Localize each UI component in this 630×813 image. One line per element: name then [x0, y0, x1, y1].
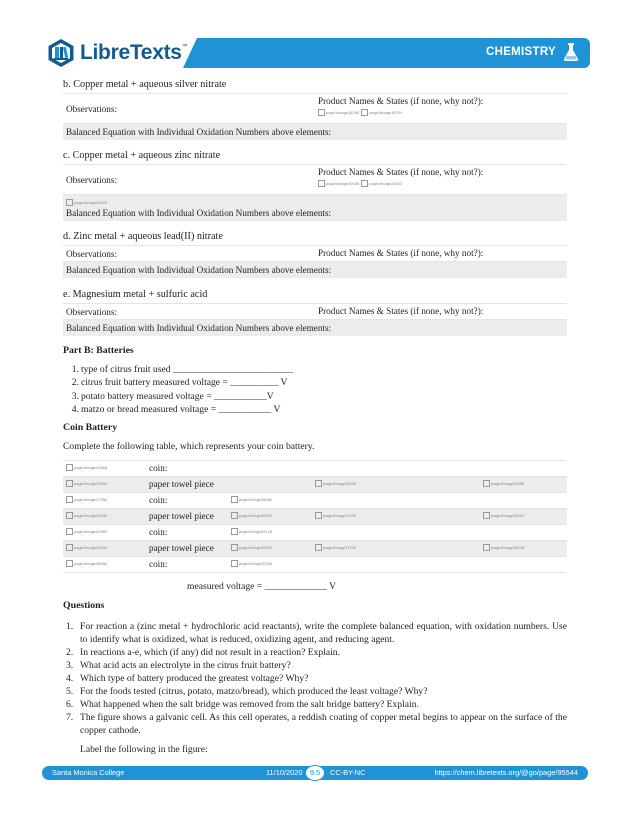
list-item: 2. citrus fruit battery measured voltage = __________ V	[71, 377, 288, 389]
product-names-label: Product Names & States (if none, why not?):	[318, 96, 484, 106]
observations-label: Observations:	[66, 103, 118, 114]
observations-label: Observations:	[66, 248, 118, 259]
balanced-equation-label: Balanced Equation with Individual Oxidation Numbers above elements:	[63, 261, 567, 278]
measured-voltage-line: measured voltage = _____________ V	[187, 580, 337, 592]
product-names-cell	[315, 165, 567, 194]
list-item: 4. Which type of battery produced the greatest voltage? Why?	[66, 672, 309, 684]
list-item: 1. For reaction a (zinc metal + hydrochloric acid reactants), write the complete balanced equation, with oxidation numbers. Use to identify what is oxidized, what is reduced, oxidizing agent, and reducing agent.	[66, 620, 567, 645]
footer-license[interactable]: CC-BY-NC	[330, 768, 366, 777]
image-placeholder: page1image26920	[66, 199, 107, 206]
logo-text: LibreTexts	[80, 41, 182, 64]
footer-college: Santa Monica College	[52, 768, 125, 777]
list-item: 1. type of citrus fruit used _________________________	[71, 364, 293, 375]
libretexts-logo[interactable]	[46, 36, 188, 70]
balanced-equation-label: Balanced Equation with Individual Oxidation Numbers above elements:	[66, 208, 332, 218]
footer-url-link[interactable]: https://chem.libretexts.org/@go/page/95544	[434, 768, 578, 777]
coin-battery-intro: Complete the following table, which represents your coin battery.	[63, 440, 315, 452]
list-item: 2. In reactions a-e, which (if any) did not result in a reaction? Explain.	[66, 646, 341, 658]
page-number-badge: 9.5	[305, 765, 325, 781]
coin-battery-table	[63, 460, 567, 573]
questions-heading: Questions	[63, 599, 105, 611]
product-names-label: Product Names & States (if none, why not?):	[318, 167, 484, 177]
part-b-heading: Part B: Batteries	[63, 345, 134, 356]
worksheet-content	[63, 72, 567, 755]
image-placeholder: page1image18280	[318, 109, 359, 116]
product-names-label: Product Names & States (if none, why not?):	[318, 248, 484, 258]
list-item: 5. For the foods tested (citrus, potato, matzo/bread), which produced the least voltage? Why?	[66, 685, 428, 697]
logo-trademark: ™	[181, 44, 188, 50]
page-header	[40, 36, 590, 70]
list-item: 7. The figure shows a galvanic cell. As this cell operates, a reddish coating of copper metal begins to appear on the surface of the copper cathode.	[66, 711, 567, 736]
product-names-label: Product Names & States (if none, why not?):	[318, 306, 484, 316]
balanced-equation-label: Balanced Equation with Individual Oxidation Numbers above elements:	[63, 319, 567, 336]
page-footer	[42, 766, 588, 780]
flask-icon	[562, 42, 580, 62]
table-row: page2image35344 paper towel piece page2image36504 page2image37200 page2image38248	[63, 541, 567, 557]
reaction-c-row	[63, 164, 567, 194]
footer-date: 11/10/2020	[266, 768, 303, 777]
image-placeholder: page1image26032	[361, 180, 402, 187]
reaction-e-row	[63, 303, 567, 319]
table-row: page2image27056 coin: page2image28064	[63, 493, 567, 509]
reaction-d-title: d. Zinc metal + aqueous lead(II) nitrate	[63, 231, 223, 242]
reaction-e-title: e. Magnesium metal + sulfuric acid	[63, 289, 208, 300]
list-item: 4. matzo or bread measured voltage = ___________ V	[71, 404, 281, 416]
reaction-d-row	[63, 245, 567, 261]
table-row: page2image23552 paper towel piece page2image25408 page2image26456	[63, 477, 567, 493]
balanced-equation-label: Balanced Equation with Individual Oxidation Numbers above elements:	[63, 123, 567, 140]
table-row: page2image29440 paper towel piece page2image30520 page2image31136 page2image32024	[63, 509, 567, 525]
observations-label: Observations:	[66, 174, 118, 185]
balanced-equation-cell	[63, 194, 567, 221]
list-item: 3. What acid acts an electrolyte in the citrus fruit battery?	[66, 659, 291, 671]
image-placeholder: page1image25608	[318, 180, 359, 187]
list-item: 6. What happened when the salt bridge was removed from the salt bridge battery? Explain.	[66, 698, 419, 710]
observations-label: Observations:	[66, 306, 118, 317]
table-row: page2image38656 coin: page2image40296	[63, 557, 567, 573]
questions-list	[63, 620, 567, 737]
libretexts-hexagon-icon	[46, 38, 76, 68]
reaction-b-row	[63, 93, 567, 123]
table-row: page2image32960 coin: page2image34128	[63, 525, 567, 541]
subject-label[interactable]: CHEMISTRY	[486, 46, 556, 58]
image-placeholder: page1image18704	[361, 109, 402, 116]
reaction-c-title: c. Copper metal + aqueous zinc nitrate	[63, 150, 221, 161]
battery-list	[63, 363, 567, 417]
coin-battery-heading: Coin Battery	[63, 421, 118, 433]
product-names-cell	[315, 94, 567, 123]
table-row: page2image20568 coin:	[63, 461, 567, 477]
label-prompt: Label the following in the figure:	[80, 743, 208, 755]
list-item: 3. potato battery measured voltage = ___________V	[71, 390, 274, 402]
reaction-b-title: b. Copper metal + aqueous silver nitrate	[63, 79, 227, 90]
